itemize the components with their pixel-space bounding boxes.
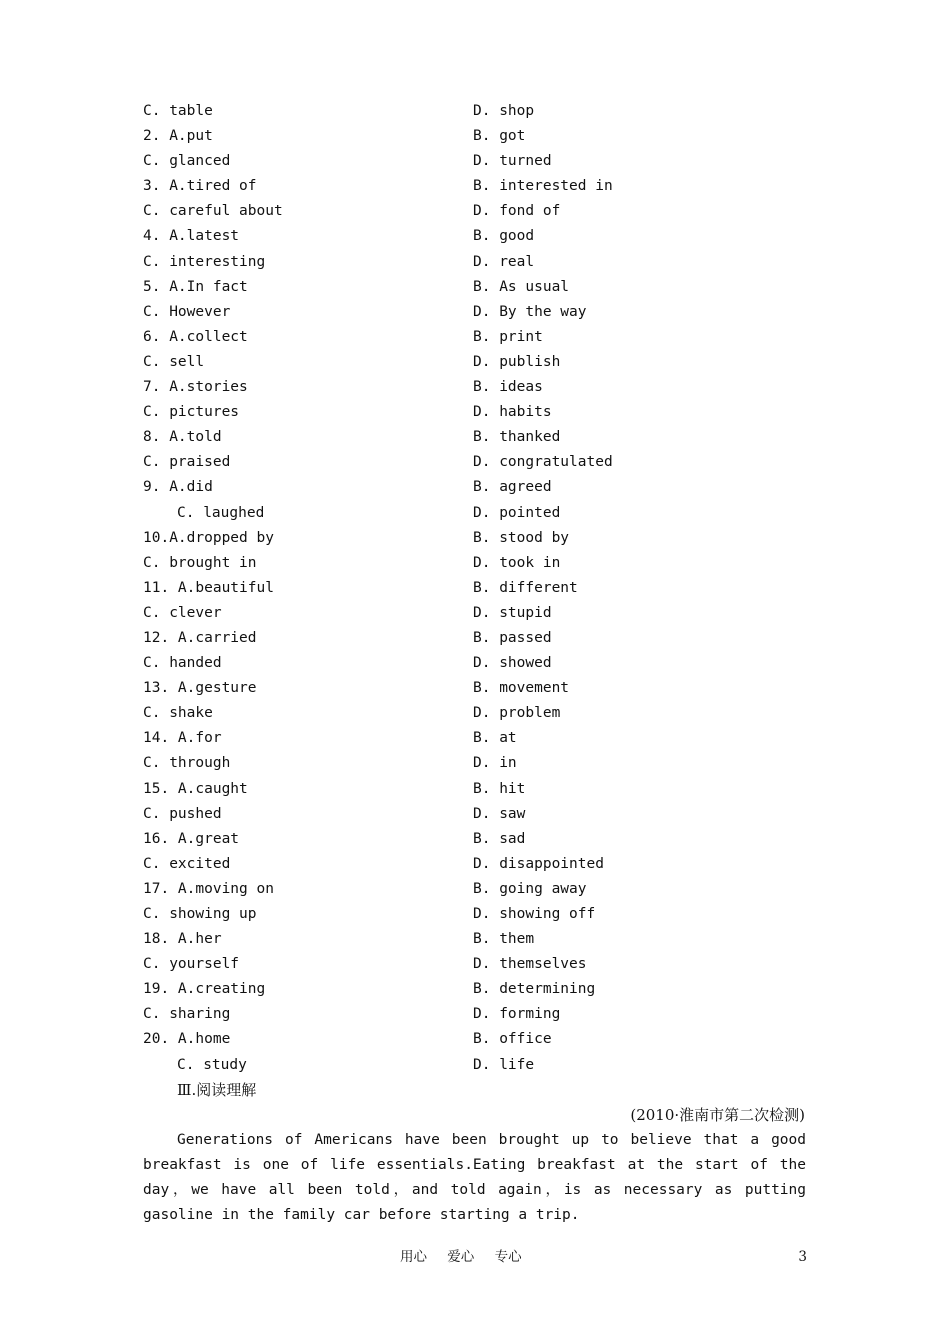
answer-options-list (143, 99, 823, 1078)
option-right: B. sad (473, 830, 526, 847)
option-row (143, 902, 823, 927)
option-left: 16. A.great (143, 830, 240, 847)
option-left: C. table (143, 103, 213, 119)
page-number: 3 (798, 1249, 807, 1265)
option-left: 5. A.In fact (143, 278, 248, 295)
option-row (143, 601, 823, 626)
option-left: C. laughed (177, 504, 265, 521)
option-row (143, 199, 823, 224)
option-left: C. study (177, 1056, 247, 1073)
option-row (143, 224, 823, 249)
option-left: C. shake (143, 705, 213, 722)
option-row (143, 877, 823, 902)
option-left: 12. A.carried (143, 629, 257, 646)
option-left: 3. A.tired of (143, 178, 257, 195)
option-right: D. forming (473, 1006, 561, 1023)
option-left: C. through (143, 755, 231, 772)
option-left: C. pushed (143, 805, 222, 822)
passage-source: (2010·淮南市第二次检测) (630, 1106, 805, 1124)
option-row (143, 751, 823, 776)
option-left: 15. A.caught (143, 780, 248, 797)
option-row (143, 174, 823, 199)
option-row (143, 576, 823, 601)
option-row (143, 250, 823, 275)
option-left: C. showing up (143, 906, 257, 922)
option-right: B. As usual (473, 278, 570, 295)
option-left: 14. A.for (143, 730, 222, 747)
option-left: 6. A.collect (143, 328, 248, 345)
option-right: D. pointed (473, 504, 561, 521)
option-row (143, 952, 823, 977)
option-row (143, 802, 823, 827)
option-row (143, 275, 823, 300)
option-right: D. took in (473, 554, 561, 571)
section-title: Ⅲ.阅读理解 (177, 1081, 257, 1099)
option-right: B. ideas (473, 379, 543, 396)
option-row (143, 1053, 823, 1078)
option-left: 13. A.gesture (143, 680, 257, 697)
option-right: B. thanked (473, 429, 561, 446)
option-right: D. showing off (473, 906, 596, 922)
option-row (143, 777, 823, 802)
option-row (143, 501, 823, 526)
option-right: B. print (473, 328, 543, 345)
option-left: 17. A.moving on (143, 880, 274, 897)
option-left: 4. A.latest (143, 228, 240, 245)
option-row (143, 99, 823, 124)
option-row (143, 450, 823, 475)
option-row (143, 300, 823, 325)
option-row (143, 325, 823, 350)
option-left: C. clever (143, 604, 222, 621)
option-left: 7. A.stories (143, 379, 248, 396)
option-row (143, 676, 823, 701)
option-right: D. habits (473, 404, 552, 421)
option-row (143, 149, 823, 174)
option-row (143, 1027, 823, 1052)
option-right: B. at (473, 730, 517, 747)
option-row (143, 551, 823, 576)
option-row (143, 526, 823, 551)
option-right: D. stupid (473, 604, 552, 621)
option-row (143, 852, 823, 877)
option-right: B. them (473, 931, 535, 948)
option-left: C. handed (143, 655, 222, 672)
option-row (143, 927, 823, 952)
option-left: C. sharing (143, 1006, 231, 1023)
option-right: D. shop (473, 103, 535, 119)
option-right: D. turned (473, 153, 552, 170)
option-right: B. office (473, 1031, 552, 1048)
option-row (143, 1002, 823, 1027)
option-right: B. good (473, 228, 535, 245)
option-left: 11. A.beautiful (143, 579, 274, 596)
option-right: D. publish (473, 353, 561, 370)
option-right: B. stood by (473, 529, 570, 546)
option-right: D. congratulated (473, 454, 613, 471)
option-left: 18. A.her (143, 931, 222, 948)
option-right: D. fond of (473, 203, 561, 220)
option-right: D. disappointed (473, 855, 604, 872)
option-left: C. sell (143, 353, 205, 370)
option-left: 10.A.dropped by (143, 529, 274, 546)
option-left: C. glanced (143, 153, 231, 170)
option-left: 19. A.creating (143, 981, 266, 998)
option-left: C. excited (143, 855, 231, 872)
option-right: D. showed (473, 655, 552, 672)
option-row (143, 400, 823, 425)
option-left: C. interesting (143, 253, 266, 270)
option-right: B. determining (473, 981, 596, 998)
option-right: D. real (473, 253, 535, 270)
option-row (143, 651, 823, 676)
option-row (143, 425, 823, 450)
option-right: B. going away (473, 880, 587, 897)
option-right: D. By the way (473, 303, 587, 320)
option-row (143, 827, 823, 852)
option-row (143, 124, 823, 149)
option-right: B. interested in (473, 178, 613, 195)
option-right: D. in (473, 755, 517, 772)
option-right: B. movement (473, 680, 570, 697)
option-row (143, 977, 823, 1002)
option-right: D. themselves (473, 956, 587, 973)
option-right: D. life (473, 1056, 535, 1073)
option-row (143, 701, 823, 726)
reading-passage: Generations of Americans have been brought up to believe that a good breakfast is one of life essentials.Eating breakfast at the start of the day，we have all been told，and told again，is as necessary as putting gasoline in the family car before starting a trip. (143, 1132, 806, 1224)
option-right: B. different (473, 579, 578, 596)
option-row (143, 726, 823, 751)
footer-slogan: 用心 爱心 专心 (400, 1249, 522, 1265)
option-right: B. hit (473, 780, 526, 797)
option-right: B. got (473, 128, 526, 145)
option-right: B. passed (473, 629, 552, 646)
option-left: C. careful about (143, 203, 283, 220)
option-right: D. problem (473, 705, 561, 722)
option-row (143, 475, 823, 500)
option-left: C. yourself (143, 956, 240, 973)
option-left: 2. A.put (143, 128, 213, 145)
option-right: D. saw (473, 805, 526, 822)
option-left: C. pictures (143, 404, 240, 421)
option-row (143, 375, 823, 400)
option-right: B. agreed (473, 479, 552, 496)
option-row (143, 626, 823, 651)
option-left: 9. A.did (143, 479, 213, 496)
option-left: C. praised (143, 454, 231, 471)
option-left: C. brought in (143, 554, 257, 571)
option-left: 8. A.told (143, 429, 222, 446)
option-left: C. However (143, 303, 231, 320)
option-row (143, 350, 823, 375)
option-left: 20. A.home (143, 1031, 231, 1048)
